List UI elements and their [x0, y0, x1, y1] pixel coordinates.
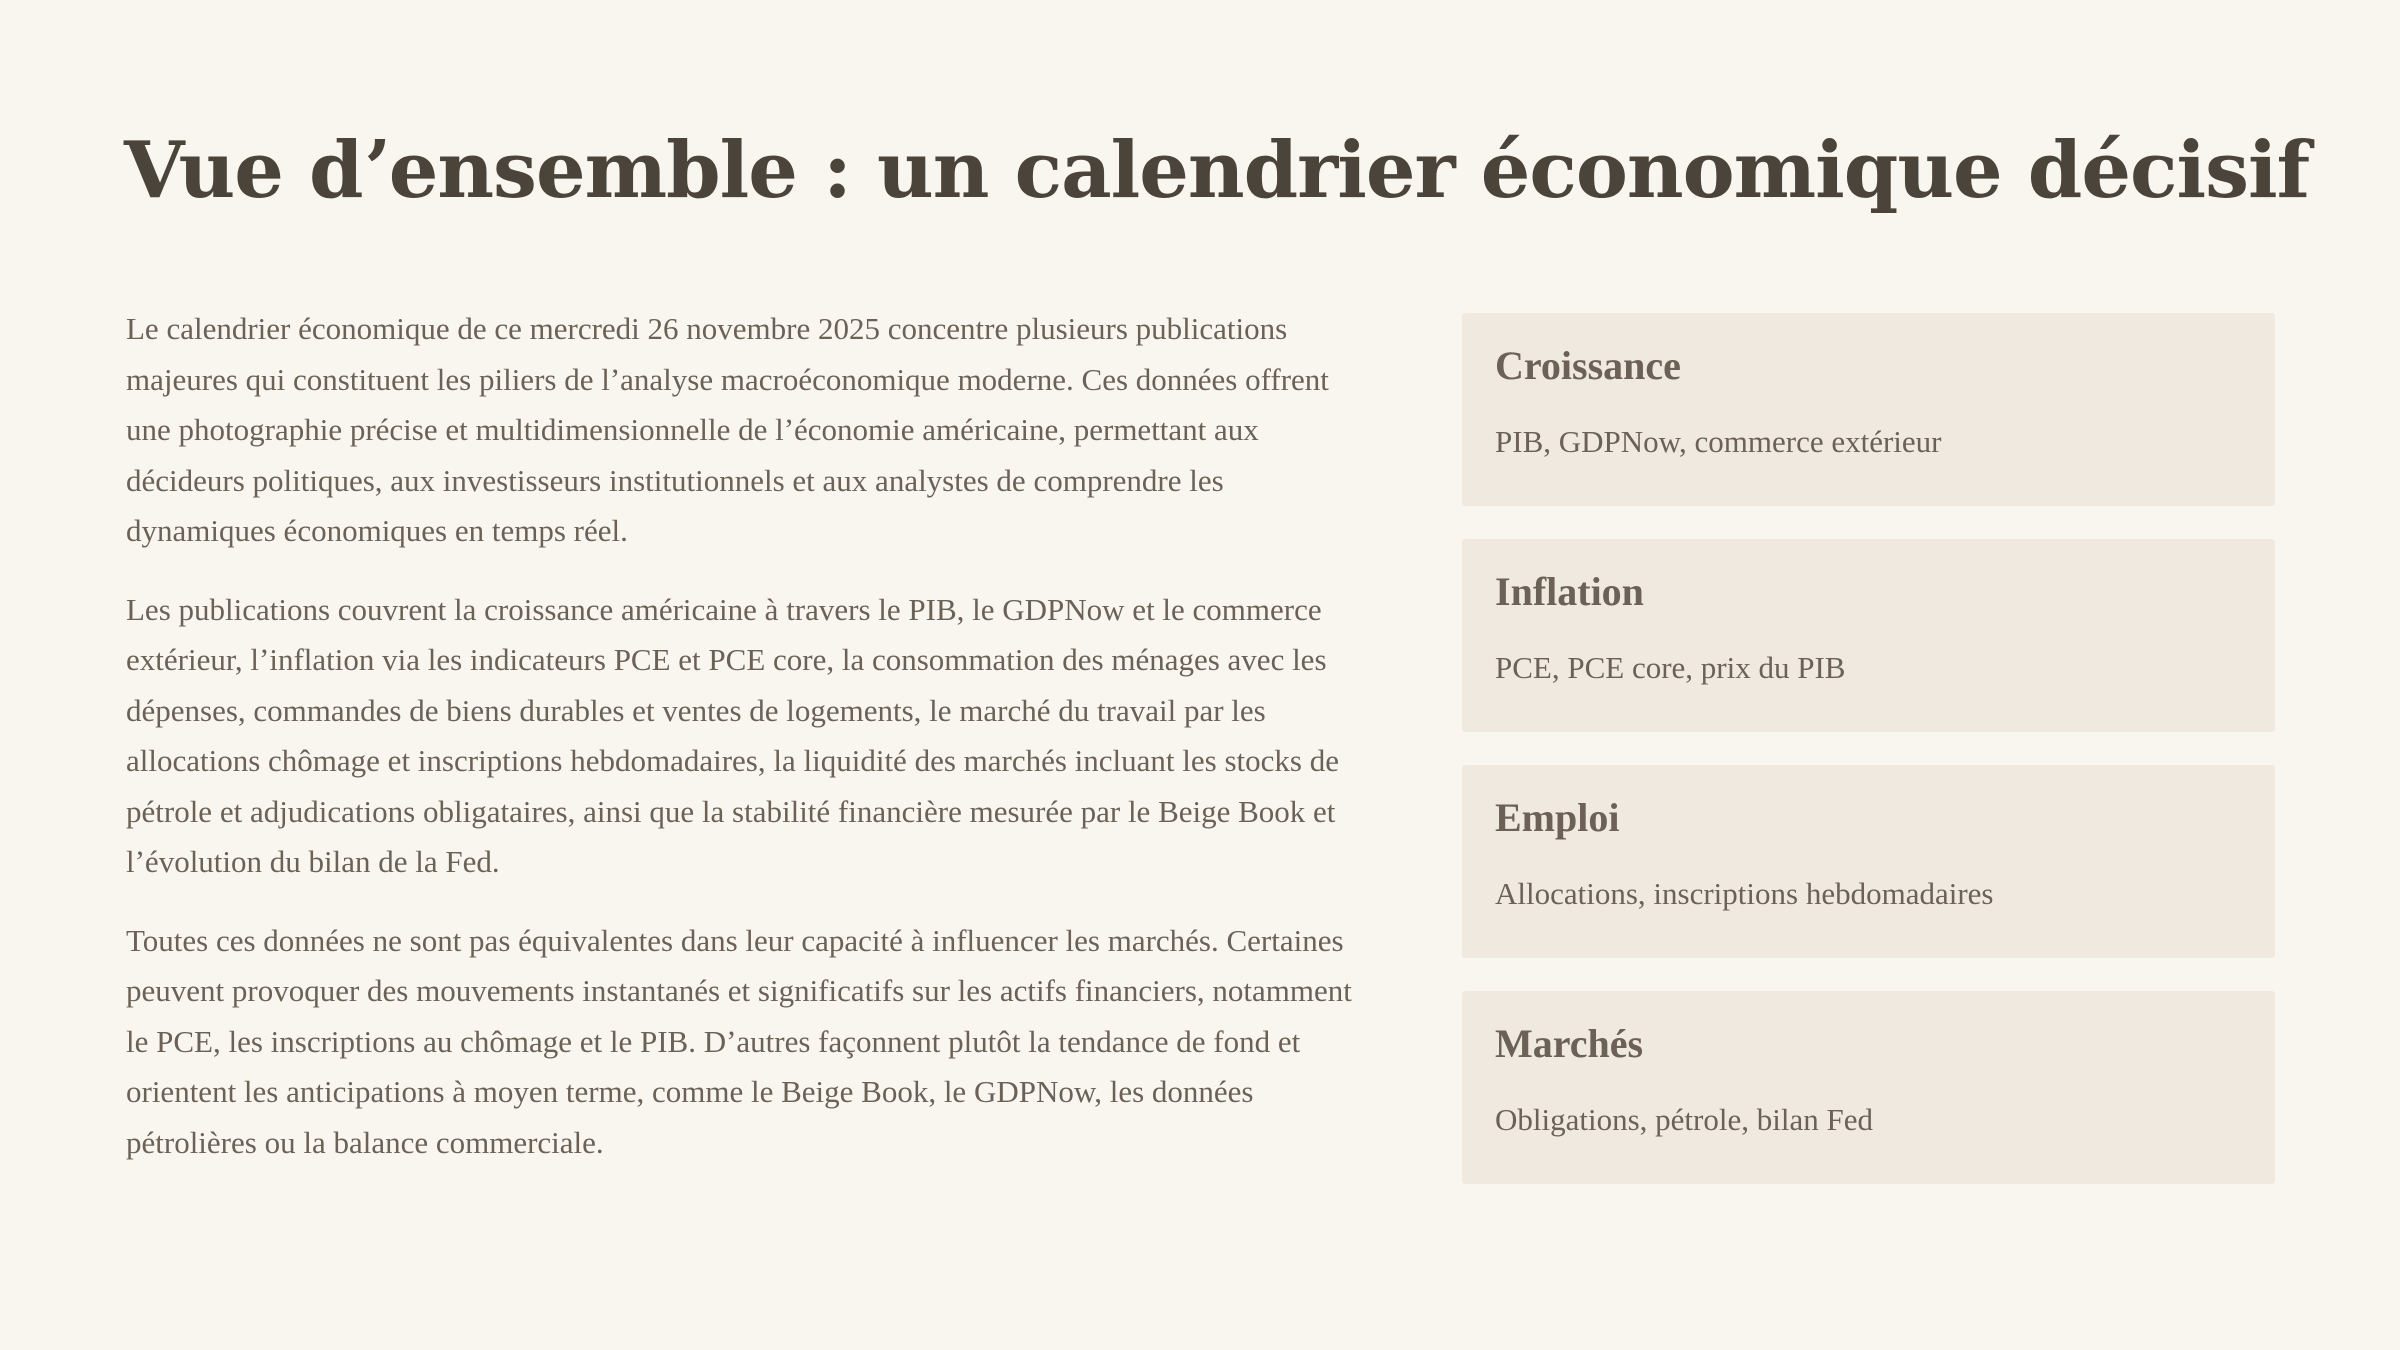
card-description: PCE, PCE core, prix du PIB [1495, 650, 1846, 685]
card-description: Allocations, inscriptions hebdomadaires [1495, 876, 1994, 911]
card-title: Inflation [1495, 569, 1644, 614]
card-emploi [1462, 765, 2275, 958]
body-text [126, 304, 1376, 1196]
paragraph-publications: Les publications couvrent la croissance américaine à travers le PIB, le GDPNow et le commerce extérieur, lʼinflation via les indicateurs PCE et PCE core, la consommation des ménages avec les dépenses, commandes de biens durables et ventes de logements, le marché du travail par les allocations chômage et inscriptions hebdomadaires, la liquidité des marchés incluant les stocks de pétrole et adjudications obligataires, ainsi que la stabilité financière mesurée par le Beige Book et lʼévolution du bilan de la Fed. [126, 591, 1339, 879]
card-title: Emploi [1495, 795, 1620, 840]
card-title: Marchés [1495, 1021, 1644, 1066]
paragraph-intro: Le calendrier économique de ce mercredi 26 novembre 2025 concentre plusieurs publications majeures qui constituent les piliers de lʼanalyse macroéconomique moderne. Ces données offrent une photographie précise et multidimensionnelle de lʼéconomie américaine, permettant aux décideurs politiques, aux investisseurs institutionnels et aux analystes de comprendre les dynamiques économiques en temps réel. [126, 311, 1329, 548]
page-title: Vue dʼensemble : un calendrier économique décisif [124, 125, 2310, 216]
category-cards [1462, 313, 2275, 1217]
card-description: PIB, GDPNow, commerce extérieur [1495, 424, 1942, 459]
card-marches [1462, 991, 2275, 1184]
card-description: Obligations, pétrole, bilan Fed [1495, 1102, 1873, 1137]
card-title: Croissance [1495, 343, 1681, 388]
paragraph-impact: Toutes ces données ne sont pas équivalentes dans leur capacité à influencer les marchés. Certaines peuvent provoquer des mouvements instantanés et significatifs sur les actifs financiers, notamment le PCE, les inscriptions au chômage et le PIB. Dʼautres façonnent plutôt la tendance de fond et orientent les anticipations à moyen terme, comme le Beige Book, le GDPNow, les données pétrolières ou la balance commerciale. [126, 922, 1352, 1160]
card-croissance [1462, 313, 2275, 506]
card-inflation [1462, 539, 2275, 732]
